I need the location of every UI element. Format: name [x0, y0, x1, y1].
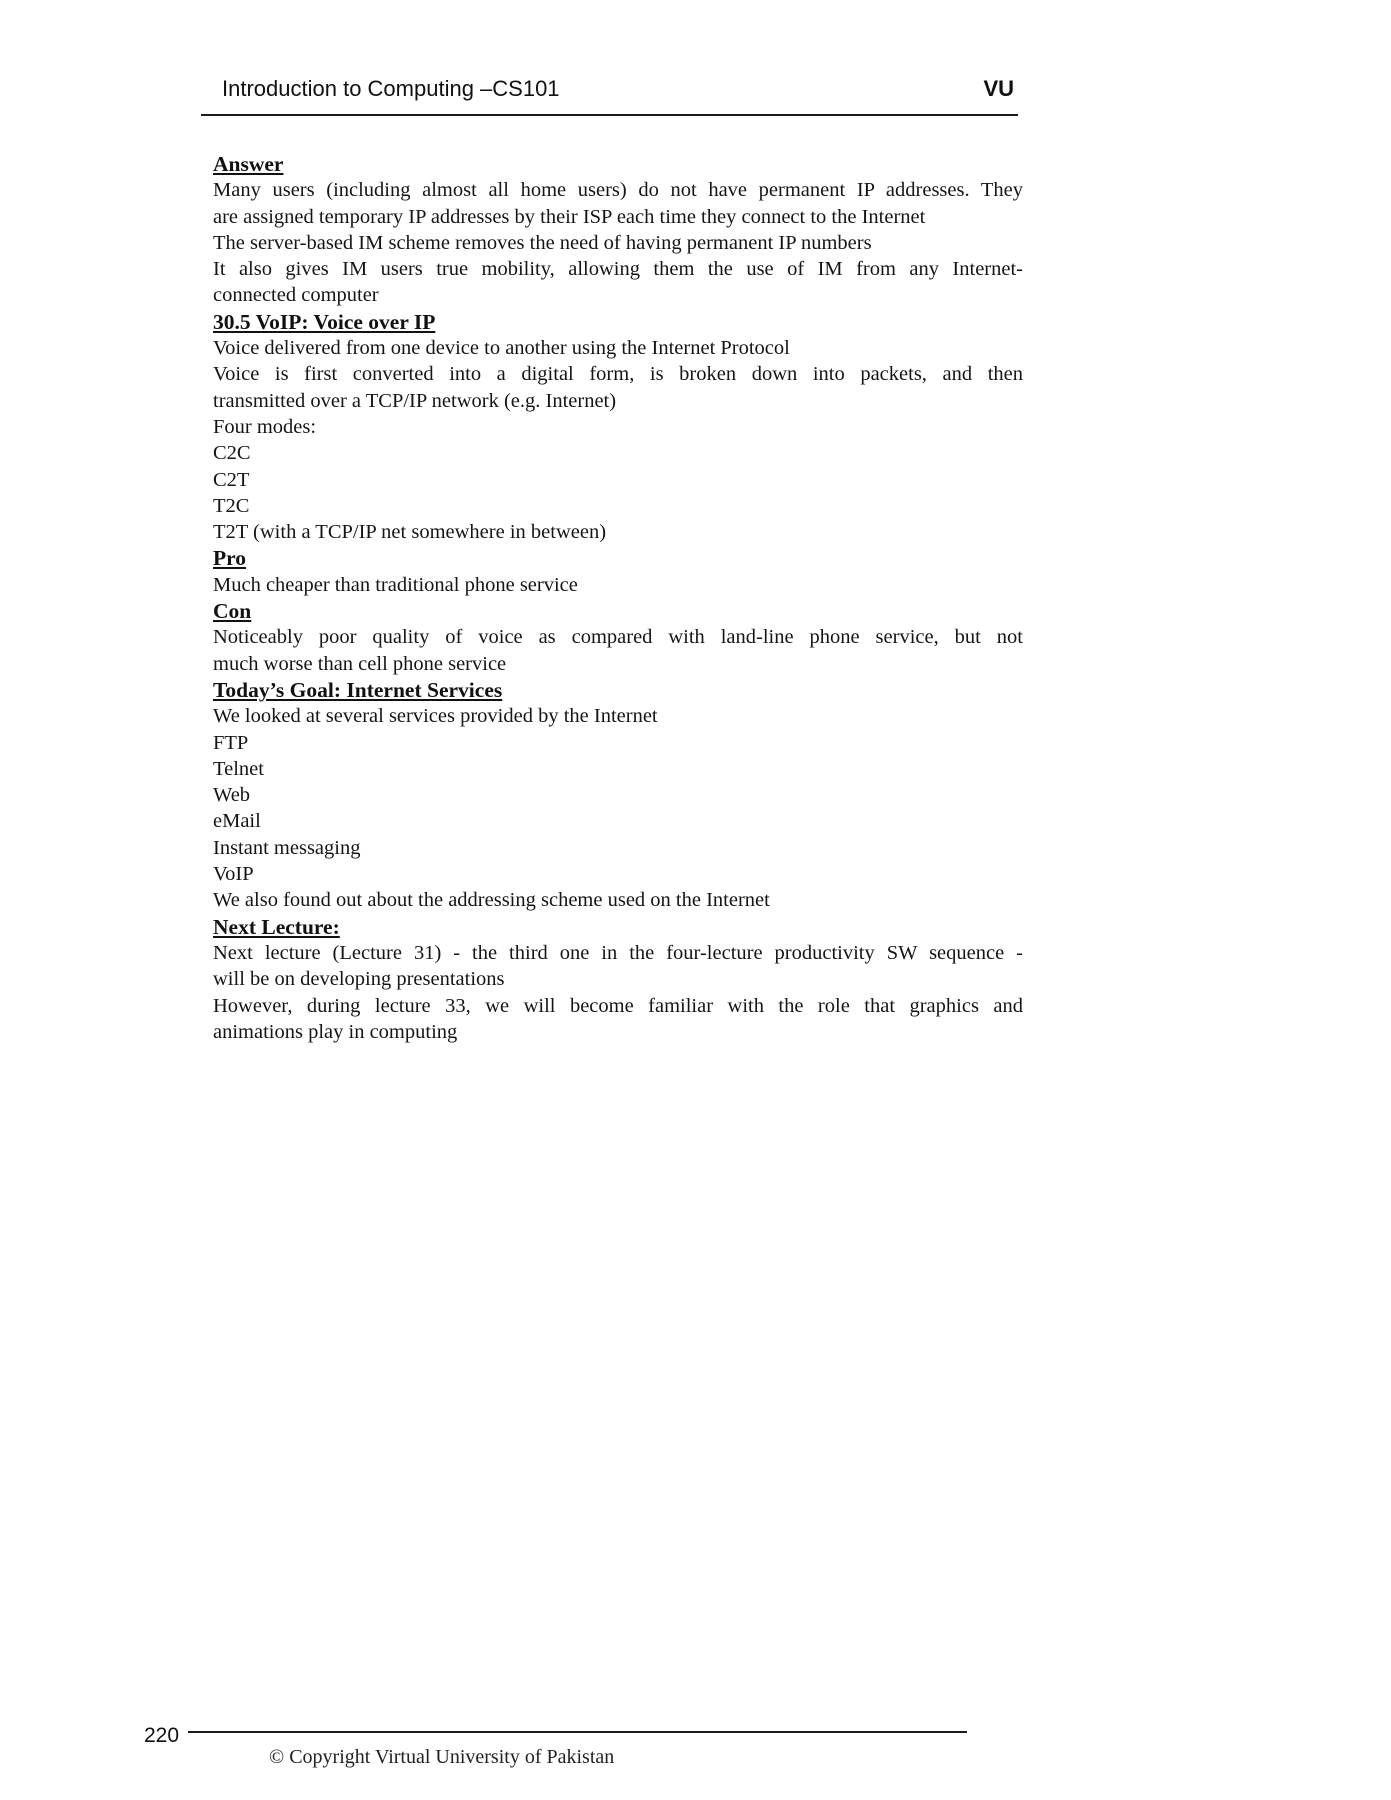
voip-line: transmitted over a TCP/IP network (e.g. Internet): [213, 389, 617, 412]
mode-item: C2C: [213, 442, 251, 465]
answer-heading: Answer: [213, 152, 284, 176]
answer-line: Many users (including almost all home users) do not have permanent IP addresses. They: [213, 179, 1023, 202]
copyright-notice: © Copyright Virtual University of Pakistan: [269, 1746, 615, 1768]
next-lecture-line: animations play in computing: [213, 1020, 458, 1043]
next-lecture-line: will be on developing presentations: [213, 968, 505, 991]
document-body: [213, 151, 1023, 1045]
next-lecture-line: However, during lecture 33, we will become familiar with the role that graphics and: [213, 994, 1023, 1017]
goal-heading: Today’s Goal: Internet Services: [213, 677, 503, 702]
university-badge: VU: [983, 76, 1014, 101]
pro-heading: Pro: [213, 546, 247, 571]
answer-line: It also gives IM users true mobility, allowing them the use of IM from any Internet-: [213, 258, 1023, 281]
answer-line: are assigned temporary IP addresses by their ISP each time they connect to the Internet: [213, 205, 926, 228]
service-item: Web: [213, 784, 251, 807]
mode-item: T2C: [213, 494, 250, 517]
mode-item: C2T: [213, 468, 250, 491]
service-item: Instant messaging: [213, 836, 361, 859]
voip-line: Voice delivered from one device to another using the Internet Protocol: [213, 337, 790, 360]
service-item: Telnet: [213, 757, 264, 780]
next-lecture-line: Next lecture (Lecture 31) - the third one in the four-lecture productivity SW sequence -: [213, 941, 1023, 964]
course-title: Introduction to Computing –CS101: [222, 76, 560, 101]
mode-item: T2T (with a TCP/IP net somewhere in between): [213, 521, 607, 544]
pro-text: Much cheaper than traditional phone service: [213, 573, 578, 596]
service-item: VoIP: [213, 863, 254, 886]
con-heading: Con: [213, 599, 252, 624]
service-item: eMail: [213, 810, 261, 833]
voip-line: Voice is first converted into a digital form, is broken down into packets, and then: [213, 363, 1023, 386]
service-item: FTP: [213, 731, 249, 754]
con-line: much worse than cell phone service: [213, 652, 507, 675]
con-line: Noticeably poor quality of voice as compared with land-line phone service, but not: [213, 626, 1023, 649]
goal-intro: We looked at several services provided by the Internet: [213, 705, 658, 728]
answer-line: The server-based IM scheme removes the need of having permanent IP numbers: [213, 231, 872, 254]
next-lecture-heading: Next Lecture:: [213, 914, 340, 939]
header-divider: [201, 114, 1018, 116]
page-footer: [0, 1700, 1391, 1800]
page-number: 220: [144, 1724, 180, 1747]
page-header: [201, 0, 1018, 116]
footer-divider: [188, 1731, 967, 1733]
answer-line: connected computer: [213, 284, 379, 307]
voip-line: Four modes:: [213, 415, 317, 438]
goal-outro: We also found out about the addressing scheme used on the Internet: [213, 889, 770, 912]
voip-heading: 30.5 VoIP: Voice over IP: [213, 309, 436, 334]
